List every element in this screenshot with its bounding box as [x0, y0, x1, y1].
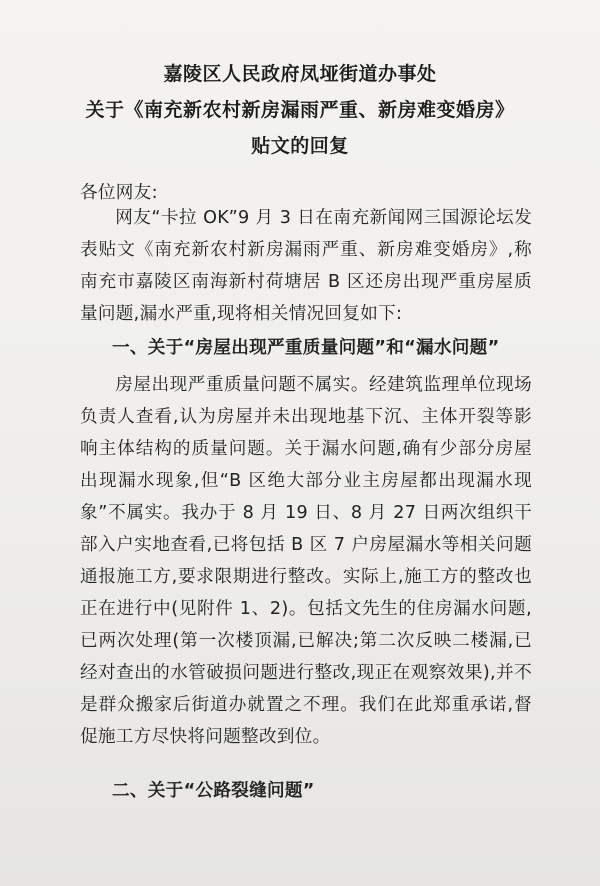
- section-heading-1: 一、关于“房屋出现严重质量问题”和“漏水问题”: [112, 338, 500, 358]
- title-line-1: 嘉陵区人民政府凤垭街道办事处: [163, 63, 437, 85]
- title-line-2: 关于《南充新农村新房漏雨严重、新房难变婚房》: [85, 99, 515, 121]
- section-1-paragraph: 房屋出现严重质量问题不属实。经建筑监理单位现场负责人查看,认为房屋并未出现地基下沉、主体开裂等影响主体结构的质量问题。关于漏水问题,确有少部分房屋出现漏水现象,但“B 区绝大部分业主房屋都出现漏水现象”不属实。我办于 8 月 19 日、8 月 27 日两次组织干部入户实地查看,已将包括 B 区 7 户房屋漏水等相关问题通报施工方,要求限期进行整改。实际上,施工方的整改也正在进行中(见附件 1、2)。包括文先生的住房漏水问题,已两次处理(第一次楼顶漏,已解决;第二次反映二楼漏,已经对查出的水管破损问题进行整改,现正在观察效果),并不是群众搬家后街道办就置之不理。我们在此郑重承诺,督促施工方尽快将问题整改到位。: [80, 375, 532, 747]
- salutation: 各位网友:: [80, 183, 158, 203]
- intro-paragraph: 网友“卡拉 OK”9 月 3 日在南充新闻网三国源论坛发表贴文《南充新农村新房漏雨严重、新房难变婚房》,称南充市嘉陵区南海新村荷塘居 B 区还房出现严重房屋质量问题,漏水严重,现将相关情况回复如下:: [80, 208, 532, 324]
- document-title: [0, 56, 600, 164]
- section-heading-2: 二、关于“公路裂缝问题”: [112, 781, 315, 801]
- title-line-3: 贴文的回复: [251, 135, 349, 157]
